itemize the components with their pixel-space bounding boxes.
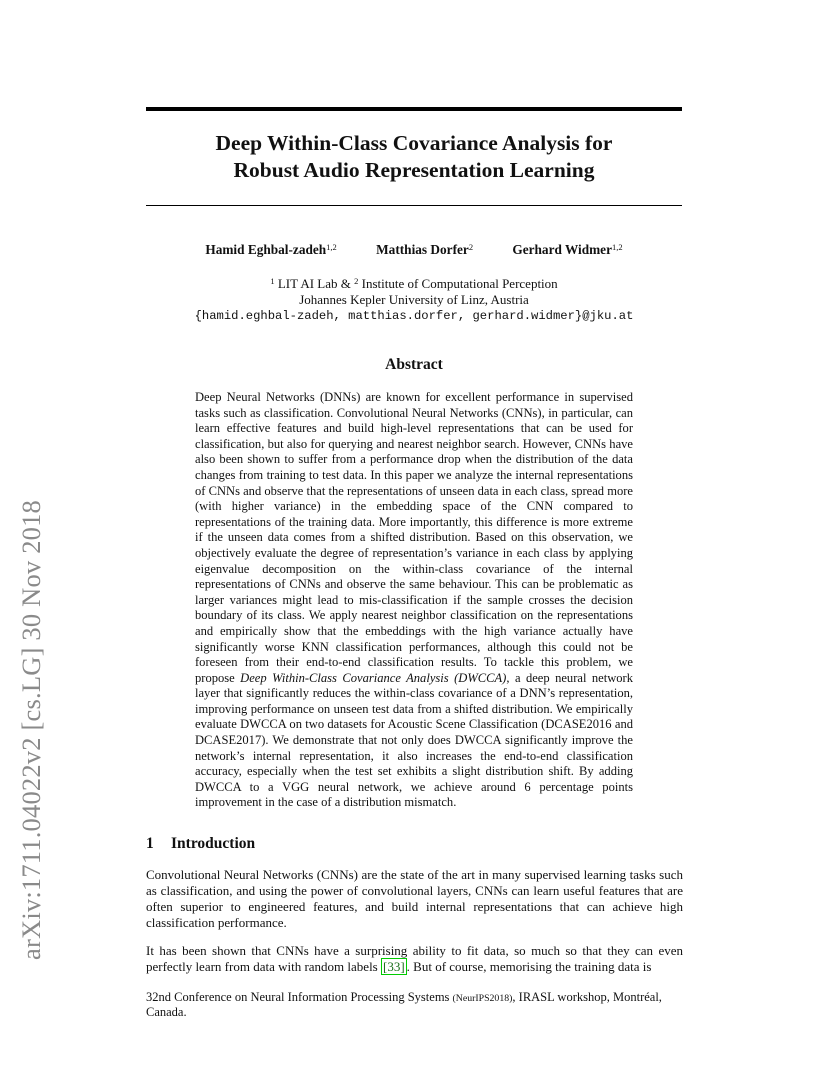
footer-text-1: 32nd Conference on Neural Information Processing Systems — [146, 990, 453, 1004]
section-heading-introduction — [146, 835, 255, 853]
affiliation-labs — [146, 273, 682, 292]
citation-link[interactable]: [33] — [383, 959, 405, 974]
footer-conference-abbrev: (NeurIPS2018) — [452, 993, 513, 1004]
abstract-text — [195, 390, 633, 811]
affiliation-lab-2: Institute of Computational Perception — [361, 276, 558, 291]
author-emails: {hamid.eghbal-zadeh, matthias.dorfer, gerhard.widmer}@jku.at — [194, 309, 634, 323]
paper-title — [146, 130, 682, 184]
abstract-text-part-2: , a deep neural network layer that significantly reduces the within-class covariance of a DNN’s representation, improving performance on unseen test data from a shifted distribution. We empirically evaluate DWCCA on two datasets for Acoustic Scene Classification (DCASE2016 and DCASE2017). We demonstrate that not only does DWCCA significantly improve the network’s internal representation, it also increases the end-to-end classification accuracy, especially when the test set exhibits a slight distribution shift. By adding DWCCA to a VGG neural network, we achieve around 6 percentage points improvement in the case of a distribution mismatch. — [195, 670, 633, 810]
title-top-rule — [146, 107, 682, 111]
abstract-heading: Abstract — [385, 356, 443, 373]
author-name: Matthias Dorfer — [376, 242, 469, 257]
abstract-method-name: Deep Within-Class Covariance Analysis (DWCCA) — [240, 670, 507, 685]
author-affiliation-mark: 2 — [468, 242, 474, 252]
author-list — [146, 242, 682, 258]
page-footer — [146, 990, 682, 1020]
title-bottom-rule — [146, 205, 682, 206]
author-affiliation-mark: 1,2 — [612, 242, 623, 252]
author — [512, 242, 622, 258]
intro-paragraph-2 — [146, 943, 683, 975]
author-name: Hamid Eghbal-zadeh — [205, 242, 327, 257]
intro-paragraph-2-part-1: It has been shown that CNNs have a surprising ability to fit data, so much so that they can even perfectly learn from data with random labels — [146, 943, 683, 974]
footer-text-2: , IRASL workshop, Montréal, Canada. — [146, 990, 662, 1019]
title-line-1: Deep Within-Class Covariance Analysis for — [215, 131, 613, 155]
affiliation-mark-2: 2 — [354, 276, 359, 286]
intro-paragraph-1: Convolutional Neural Networks (CNNs) are the state of the art in many supervised learning tasks such as classification, and using the power of convolutional layers, CNNs can learn useful features that are often superior to engineered features, and build internal representations that can achieve high classification performance. — [146, 867, 683, 930]
author — [205, 242, 336, 258]
affiliation-mark-1: 1 — [270, 276, 275, 286]
affiliations — [146, 273, 682, 324]
title-line-2: Robust Audio Representation Learning — [233, 158, 595, 182]
section-title: Introduction — [171, 835, 256, 852]
abstract-text-part-1: Deep Neural Networks (DNNs) are known for excellent performance in supervised tasks such as classification. Convolutional Neural Networks (CNNs), in particular, can learn effective features and build high-level representations that can be used for classification, but also for querying and nearest neighbor search. However, CNNs have also been shown to suffer from a performance drop when the distribution of the data changes from training to test data. In this paper we analyze the internal representations of CNNs and observe that the representations of unseen data in each class, spread more (with higher variance) in the embedding space of the CNN compared to representations of the training data. More importantly, this difference is more extreme if the unseen data comes from a shifted distribution. Based on this observation, we objectively evaluate the degree of representation’s variance in each class by applying eigenvalue decomposition on the within-class covariance of the internal representations of CNNs and observe the same behaviour. This can be problematic as larger variances might lead to mis-classification if the sample crosses the decision boundary of its class. We apply nearest neighbor classification on the representations and empirically show that the embeddings with the high variance actually have significantly worse KNN classification performances, although this could not be foreseen from their end-to-end classification results. To tackle this problem, we propose — [195, 390, 633, 685]
intro-paragraph-2-part-2: . But of course, memorising the training data is — [406, 959, 652, 974]
author-affiliation-mark: 1,2 — [326, 242, 337, 252]
author — [376, 242, 473, 258]
author-name: Gerhard Widmer — [512, 242, 612, 257]
affiliation-university: Johannes Kepler University of Linz, Austria — [299, 292, 529, 307]
section-number: 1 — [146, 835, 154, 852]
affiliation-lab-1: LIT AI Lab & — [277, 276, 351, 291]
arxiv-stamp-text: arXiv:1711.04022v2 [cs.LG] 30 Nov 2018 — [16, 499, 46, 960]
